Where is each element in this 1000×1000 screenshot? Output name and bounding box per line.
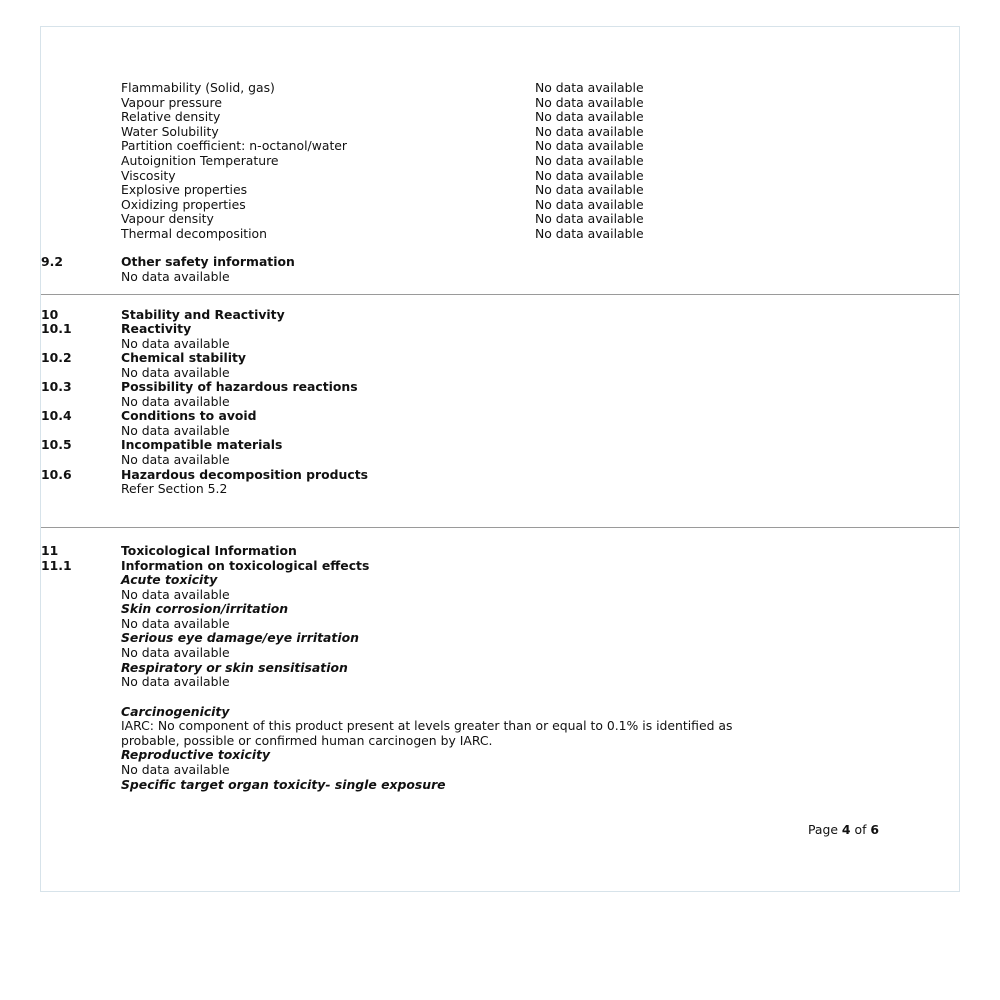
section-number: 9.2	[41, 254, 63, 269]
section-heading: Other safety information	[121, 254, 295, 269]
subsection-text: No data available	[121, 423, 230, 438]
section-number: 11	[41, 543, 59, 558]
subsection-text: Refer Section 5.2	[121, 481, 228, 496]
page-word: Page	[807, 822, 842, 837]
property-name: Autoignition Temperature	[121, 152, 279, 168]
section-divider	[41, 527, 959, 528]
tox-heading-acute: Acute toxicity	[121, 572, 218, 587]
section-number: 10	[41, 307, 59, 322]
page-number	[808, 823, 879, 838]
property-value: No data available	[535, 123, 644, 139]
subsection-heading: Possibility of hazardous reactions	[121, 379, 358, 394]
tox-text: IARC: No component of this product present at levels greater than or equal to 0.1% is identified as	[121, 718, 733, 733]
tox-text: No data available	[121, 674, 230, 689]
tox-text: No data available	[121, 645, 230, 660]
section-heading: Toxicological Information	[121, 543, 297, 558]
property-name: Water Solubility	[121, 123, 219, 139]
subsection-number: 10.1	[41, 321, 72, 336]
property-name: Oxidizing properties	[121, 196, 246, 212]
tox-heading-respiratory: Respiratory or skin sensitisation	[121, 660, 348, 675]
current-page: 4	[841, 822, 851, 837]
property-value: No data available	[535, 152, 644, 168]
property-value: No data available	[535, 80, 644, 95]
subsection-heading: Reactivity	[121, 321, 192, 336]
subsection-number: 10.3	[41, 379, 72, 394]
property-value: No data available	[535, 225, 644, 241]
property-name: Thermal decomposition	[121, 225, 267, 241]
document-page	[40, 26, 960, 892]
property-name: Relative density	[121, 109, 221, 125]
subsection-text: No data available	[121, 394, 230, 409]
property-value: No data available	[535, 211, 644, 227]
tox-text: No data available	[121, 587, 230, 602]
tox-heading-carcinogenicity: Carcinogenicity	[121, 704, 230, 719]
subsection-heading: Information on toxicological effects	[121, 558, 370, 573]
section-divider	[41, 294, 959, 295]
property-name: Flammability (Solid, gas)	[121, 80, 275, 95]
property-value: No data available	[535, 138, 644, 154]
tox-text: No data available	[121, 616, 230, 631]
total-pages: 6	[870, 822, 879, 837]
subsection-number: 10.6	[41, 467, 72, 482]
property-name: Viscosity	[121, 167, 176, 183]
tox-heading-skin: Skin corrosion/irritation	[121, 601, 289, 616]
subsection-text: No data available	[121, 452, 230, 467]
property-name: Explosive properties	[121, 182, 248, 198]
tox-text: No data available	[121, 762, 230, 777]
tox-heading-eye: Serious eye damage/eye irritation	[121, 630, 359, 645]
property-value: No data available	[535, 109, 644, 125]
section-heading: Stability and Reactivity	[121, 307, 285, 322]
property-value: No data available	[535, 94, 644, 110]
property-name: Partition coefficient: n-octanol/water	[121, 138, 348, 154]
subsection-heading: Hazardous decomposition products	[121, 467, 368, 482]
tox-text: probable, possible or confirmed human carcinogen by IARC.	[121, 733, 493, 748]
subsection-number: 10.4	[41, 408, 72, 423]
subsection-heading: Incompatible materials	[121, 437, 283, 452]
of-word: of	[850, 822, 871, 837]
subsection-number: 11.1	[41, 558, 72, 573]
subsection-number: 10.2	[41, 350, 72, 365]
subsection-text: No data available	[121, 365, 230, 380]
section-text: No data available	[121, 269, 230, 284]
property-value: No data available	[535, 182, 644, 198]
subsection-heading: Chemical stability	[121, 350, 247, 365]
subsection-number: 10.5	[41, 437, 72, 452]
tox-heading-reproductive: Reproductive toxicity	[121, 747, 271, 762]
subsection-text: No data available	[121, 336, 230, 351]
property-name: Vapour density	[121, 211, 214, 227]
tox-heading-stot: Specific target organ toxicity- single exposure	[121, 777, 446, 792]
property-value: No data available	[535, 167, 644, 183]
property-name: Vapour pressure	[121, 94, 222, 110]
subsection-heading: Conditions to avoid	[121, 408, 257, 423]
property-value: No data available	[535, 196, 644, 212]
